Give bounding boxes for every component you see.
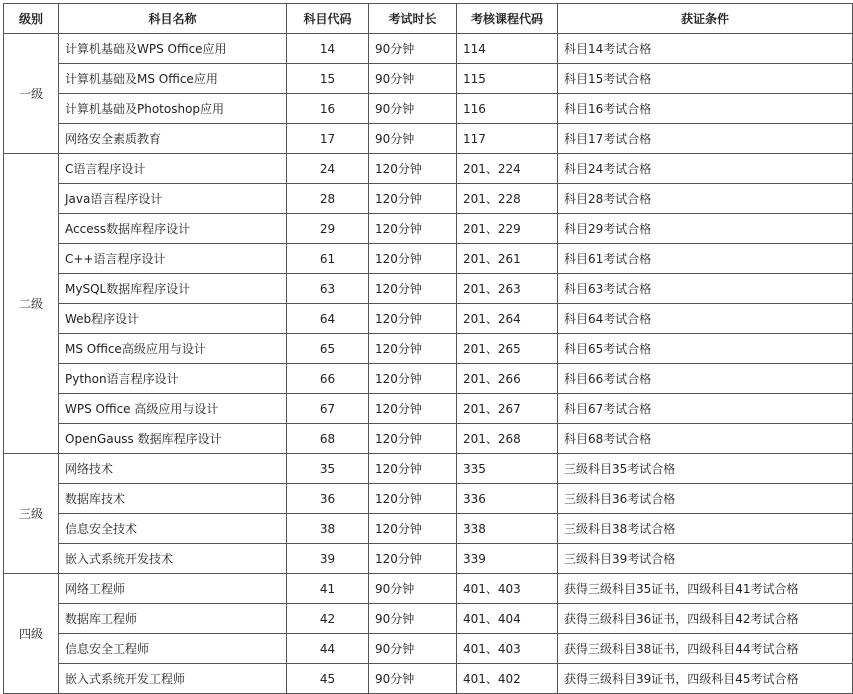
duration-cell: 120分钟 bbox=[369, 274, 457, 304]
subject-name-cell: Python语言程序设计 bbox=[59, 364, 287, 394]
subject-code-cell: 64 bbox=[287, 304, 369, 334]
subject-name-cell: 信息安全技术 bbox=[59, 514, 287, 544]
certificate-condition-cell: 科目28考试合格 bbox=[558, 184, 853, 214]
exam-subjects-table bbox=[3, 3, 853, 694]
subject-code-cell: 36 bbox=[287, 484, 369, 514]
subject-name-cell: OpenGauss 数据库程序设计 bbox=[59, 424, 287, 454]
duration-cell: 90分钟 bbox=[369, 64, 457, 94]
subject-code-cell: 15 bbox=[287, 64, 369, 94]
level-cell: 一级 bbox=[4, 34, 59, 154]
table-row bbox=[4, 154, 853, 184]
level-cell: 二级 bbox=[4, 154, 59, 454]
subject-code-cell: 28 bbox=[287, 184, 369, 214]
course-code-cell: 401、403 bbox=[457, 634, 558, 664]
subject-code-cell: 45 bbox=[287, 664, 369, 694]
subject-name-cell: MS Office高级应用与设计 bbox=[59, 334, 287, 364]
duration-cell: 120分钟 bbox=[369, 334, 457, 364]
subject-code-cell: 29 bbox=[287, 214, 369, 244]
subject-name-cell: 计算机基础及WPS Office应用 bbox=[59, 34, 287, 64]
subject-name-cell: 数据库工程师 bbox=[59, 604, 287, 634]
table-row bbox=[4, 214, 853, 244]
table-row bbox=[4, 664, 853, 694]
level-cell: 四级 bbox=[4, 574, 59, 694]
subject-name-cell: 嵌入式系统开发工程师 bbox=[59, 664, 287, 694]
header-duration: 考试时长 bbox=[369, 4, 457, 34]
subject-name-cell: Web程序设计 bbox=[59, 304, 287, 334]
certificate-condition-cell: 科目68考试合格 bbox=[558, 424, 853, 454]
certificate-condition-cell: 科目24考试合格 bbox=[558, 154, 853, 184]
certificate-condition-cell: 三级科目36考试合格 bbox=[558, 484, 853, 514]
subject-name-cell: 信息安全工程师 bbox=[59, 634, 287, 664]
subject-code-cell: 68 bbox=[287, 424, 369, 454]
certificate-condition-cell: 科目66考试合格 bbox=[558, 364, 853, 394]
duration-cell: 120分钟 bbox=[369, 244, 457, 274]
table-row bbox=[4, 574, 853, 604]
duration-cell: 120分钟 bbox=[369, 364, 457, 394]
certificate-condition-cell: 获得三级科目36证书，四级科目42考试合格 bbox=[558, 604, 853, 634]
table-row bbox=[4, 274, 853, 304]
table-row bbox=[4, 64, 853, 94]
course-code-cell: 335 bbox=[457, 454, 558, 484]
course-code-cell: 401、402 bbox=[457, 664, 558, 694]
certificate-condition-cell: 科目61考试合格 bbox=[558, 244, 853, 274]
header-subject-code: 科目代码 bbox=[287, 4, 369, 34]
subject-name-cell: C++语言程序设计 bbox=[59, 244, 287, 274]
course-code-cell: 401、404 bbox=[457, 604, 558, 634]
table-row bbox=[4, 244, 853, 274]
subject-name-cell: WPS Office 高级应用与设计 bbox=[59, 394, 287, 424]
table-row bbox=[4, 334, 853, 364]
subject-code-cell: 65 bbox=[287, 334, 369, 364]
subject-name-cell: 网络工程师 bbox=[59, 574, 287, 604]
course-code-cell: 116 bbox=[457, 94, 558, 124]
header-course-code: 考核课程代码 bbox=[457, 4, 558, 34]
table-body bbox=[4, 34, 853, 694]
course-code-cell: 201、266 bbox=[457, 364, 558, 394]
subject-name-cell: 网络安全素质教育 bbox=[59, 124, 287, 154]
certificate-condition-cell: 获得三级科目38证书，四级科目44考试合格 bbox=[558, 634, 853, 664]
certificate-condition-cell: 科目14考试合格 bbox=[558, 34, 853, 64]
duration-cell: 90分钟 bbox=[369, 94, 457, 124]
duration-cell: 120分钟 bbox=[369, 544, 457, 574]
subject-name-cell: MySQL数据库程序设计 bbox=[59, 274, 287, 304]
duration-cell: 90分钟 bbox=[369, 574, 457, 604]
table-row bbox=[4, 304, 853, 334]
subject-name-cell: 计算机基础及MS Office应用 bbox=[59, 64, 287, 94]
certificate-condition-cell: 科目64考试合格 bbox=[558, 304, 853, 334]
duration-cell: 120分钟 bbox=[369, 484, 457, 514]
header-certificate-condition: 获证条件 bbox=[558, 4, 853, 34]
table-row bbox=[4, 34, 853, 64]
table-row bbox=[4, 454, 853, 484]
table-row bbox=[4, 394, 853, 424]
level-cell: 三级 bbox=[4, 454, 59, 574]
duration-cell: 120分钟 bbox=[369, 304, 457, 334]
course-code-cell: 201、264 bbox=[457, 304, 558, 334]
course-code-cell: 201、265 bbox=[457, 334, 558, 364]
course-code-cell: 117 bbox=[457, 124, 558, 154]
course-code-cell: 336 bbox=[457, 484, 558, 514]
table-row bbox=[4, 94, 853, 124]
duration-cell: 90分钟 bbox=[369, 664, 457, 694]
table-row bbox=[4, 424, 853, 454]
table-row bbox=[4, 514, 853, 544]
certificate-condition-cell: 三级科目35考试合格 bbox=[558, 454, 853, 484]
table-row bbox=[4, 124, 853, 154]
header-subject-name: 科目名称 bbox=[59, 4, 287, 34]
certificate-condition-cell: 科目29考试合格 bbox=[558, 214, 853, 244]
course-code-cell: 201、263 bbox=[457, 274, 558, 304]
subject-name-cell: 网络技术 bbox=[59, 454, 287, 484]
subject-code-cell: 17 bbox=[287, 124, 369, 154]
subject-code-cell: 61 bbox=[287, 244, 369, 274]
certificate-condition-cell: 科目16考试合格 bbox=[558, 94, 853, 124]
subject-code-cell: 39 bbox=[287, 544, 369, 574]
duration-cell: 90分钟 bbox=[369, 34, 457, 64]
subject-code-cell: 16 bbox=[287, 94, 369, 124]
subject-name-cell: C语言程序设计 bbox=[59, 154, 287, 184]
table-row bbox=[4, 364, 853, 394]
duration-cell: 90分钟 bbox=[369, 634, 457, 664]
table-row bbox=[4, 544, 853, 574]
certificate-condition-cell: 科目67考试合格 bbox=[558, 394, 853, 424]
certificate-condition-cell: 获得三级科目39证书，四级科目45考试合格 bbox=[558, 664, 853, 694]
subject-code-cell: 38 bbox=[287, 514, 369, 544]
table-row bbox=[4, 484, 853, 514]
subject-code-cell: 44 bbox=[287, 634, 369, 664]
certificate-condition-cell: 科目17考试合格 bbox=[558, 124, 853, 154]
subject-name-cell: Java语言程序设计 bbox=[59, 184, 287, 214]
subject-name-cell: Access数据库程序设计 bbox=[59, 214, 287, 244]
course-code-cell: 201、228 bbox=[457, 184, 558, 214]
duration-cell: 120分钟 bbox=[369, 514, 457, 544]
certificate-condition-cell: 三级科目38考试合格 bbox=[558, 514, 853, 544]
duration-cell: 120分钟 bbox=[369, 154, 457, 184]
subject-name-cell: 嵌入式系统开发技术 bbox=[59, 544, 287, 574]
course-code-cell: 201、261 bbox=[457, 244, 558, 274]
subject-code-cell: 35 bbox=[287, 454, 369, 484]
course-code-cell: 401、403 bbox=[457, 574, 558, 604]
course-code-cell: 115 bbox=[457, 64, 558, 94]
duration-cell: 120分钟 bbox=[369, 184, 457, 214]
subject-code-cell: 24 bbox=[287, 154, 369, 184]
duration-cell: 90分钟 bbox=[369, 604, 457, 634]
duration-cell: 120分钟 bbox=[369, 424, 457, 454]
certificate-condition-cell: 科目65考试合格 bbox=[558, 334, 853, 364]
certificate-condition-cell: 科目15考试合格 bbox=[558, 64, 853, 94]
course-code-cell: 201、268 bbox=[457, 424, 558, 454]
course-code-cell: 201、267 bbox=[457, 394, 558, 424]
subject-code-cell: 14 bbox=[287, 34, 369, 64]
certificate-condition-cell: 三级科目39考试合格 bbox=[558, 544, 853, 574]
certificate-condition-cell: 科目63考试合格 bbox=[558, 274, 853, 304]
subject-code-cell: 42 bbox=[287, 604, 369, 634]
course-code-cell: 201、229 bbox=[457, 214, 558, 244]
certificate-condition-cell: 获得三级科目35证书，四级科目41考试合格 bbox=[558, 574, 853, 604]
duration-cell: 120分钟 bbox=[369, 454, 457, 484]
duration-cell: 120分钟 bbox=[369, 214, 457, 244]
subject-name-cell: 计算机基础及Photoshop应用 bbox=[59, 94, 287, 124]
subject-code-cell: 41 bbox=[287, 574, 369, 604]
table-row bbox=[4, 634, 853, 664]
header-level: 级别 bbox=[4, 4, 59, 34]
duration-cell: 120分钟 bbox=[369, 394, 457, 424]
subject-code-cell: 63 bbox=[287, 274, 369, 304]
course-code-cell: 201、224 bbox=[457, 154, 558, 184]
course-code-cell: 339 bbox=[457, 544, 558, 574]
course-code-cell: 114 bbox=[457, 34, 558, 64]
header-row bbox=[4, 4, 853, 34]
subject-name-cell: 数据库技术 bbox=[59, 484, 287, 514]
table-row bbox=[4, 184, 853, 214]
course-code-cell: 338 bbox=[457, 514, 558, 544]
table-row bbox=[4, 604, 853, 634]
subject-code-cell: 66 bbox=[287, 364, 369, 394]
duration-cell: 90分钟 bbox=[369, 124, 457, 154]
subject-code-cell: 67 bbox=[287, 394, 369, 424]
